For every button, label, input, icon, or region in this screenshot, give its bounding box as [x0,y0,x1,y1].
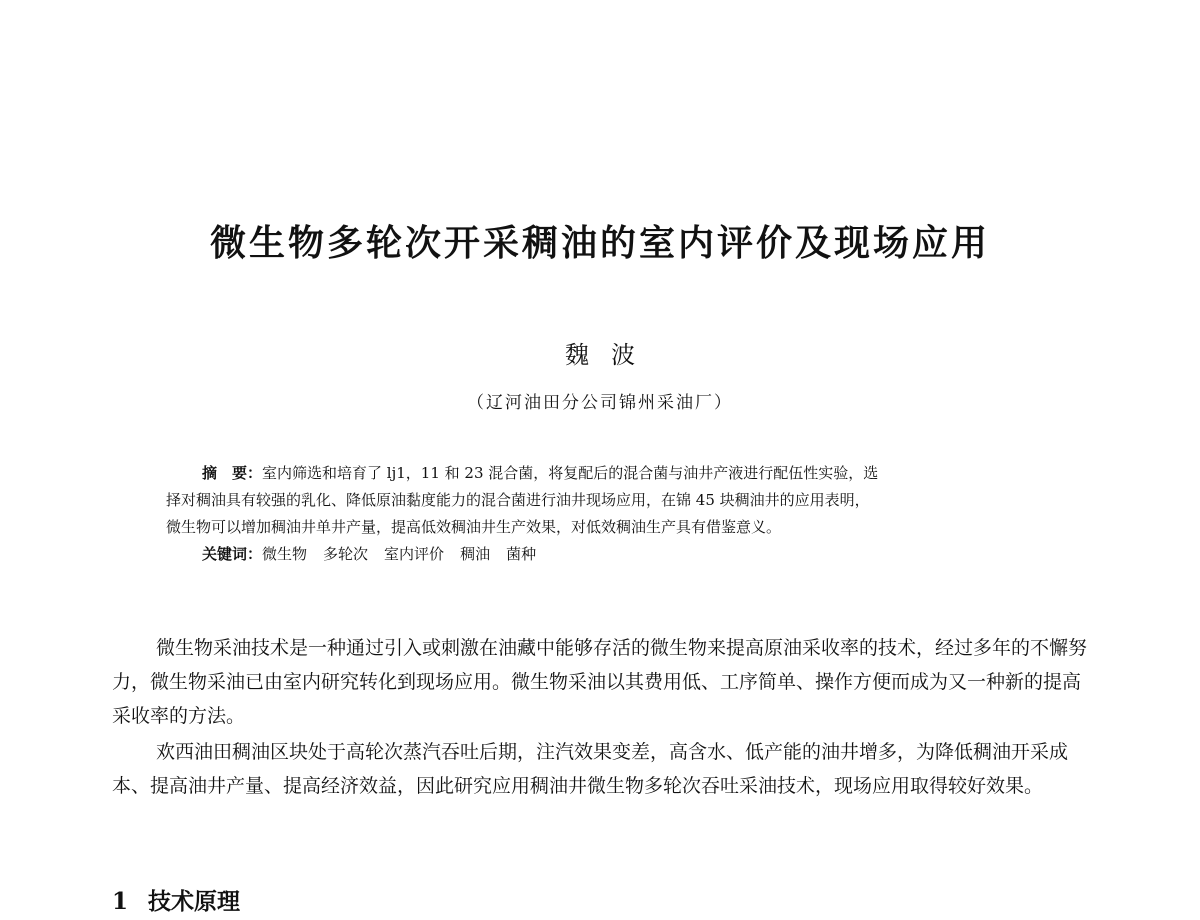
paper-title: 微生物多轮次开采稠油的室内评价及现场应用 [209,223,990,264]
abstract-line [166,460,1046,487]
keywords-label: 关键词： [202,545,263,563]
abstract-text-line-3: 微生物可以增加稠油井单井产量，提高低效稠油井生产效果，对低效稠油生产具有借鉴意义。 [166,518,782,536]
abstract-text-line-1: 室内筛选和培育了 lj1，11 和 23 混合菌，将复配后的混合菌与油井产液进行配伍性实验，选 [262,464,879,482]
keyword-item: 微生物 [262,545,308,563]
abstract-text-line-2: 择对稠油具有较强的乳化、降低原油黏度能力的混合菌进行油井现场应用，在锦 45 块稠油井的应用表明， [166,491,870,509]
body-text [112,631,1092,805]
abstract-block [166,460,1046,568]
keywords-line [166,541,1046,568]
keyword-item: 稠油 [460,545,491,563]
keyword-item: 菌种 [506,545,537,563]
keyword-item: 室内评价 [384,545,445,563]
author-affiliation: （辽河油田分公司锦州采油厂） [467,393,733,413]
section-number: 1 [112,888,129,915]
section-heading [112,884,240,920]
body-paragraph-2: 欢西油田稠油区块处于高轮次蒸汽吞吐后期，注汽效果变差，高含水、低产能的油井增多，为降低稠油开采成本、提高油井产量、提高经济效益，因此研究应用稠油井微生物多轮次吞吐采油技术，现场应用取得较好效果。 [112,741,1069,797]
abstract-label: 摘 要： [202,464,263,482]
body-paragraph-1: 微生物采油技术是一种通过引入或刺激在油藏中能够存活的微生物来提高原油采收率的技术，经过多年的不懈努力，微生物采油已由室内研究转化到现场应用。微生物采油以其费用低、工序简单、操作方便而成为又一种新的提高采收率的方法。 [112,637,1088,727]
author-name: 魏波 [565,341,657,369]
keyword-item: 多轮次 [323,545,369,563]
section-title: 技术原理 [148,888,241,915]
